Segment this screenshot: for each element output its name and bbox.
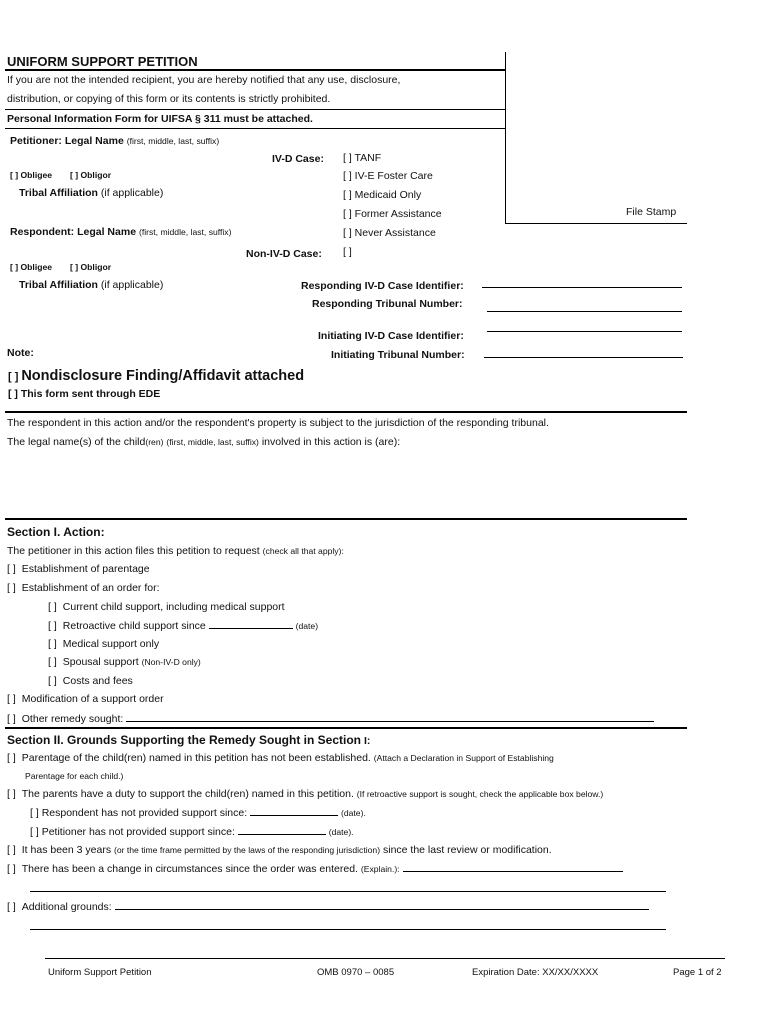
petitioner-label: Petitioner: <box>10 135 62 147</box>
current-support-option[interactable] <box>48 601 285 613</box>
three-years-checkbox[interactable]: [ ] <box>7 844 16 856</box>
order-for-option[interactable] <box>7 582 160 594</box>
nondisclosure-row[interactable] <box>8 368 304 384</box>
other-remedy-option[interactable] <box>7 712 654 725</box>
costs-option[interactable] <box>48 675 133 687</box>
petitioner-not-provided-hint: (date). <box>328 827 354 837</box>
responding-ivd-label: Responding IV-D Case Identifier: <box>301 280 464 292</box>
pii-rule <box>5 128 505 129</box>
section-1-heading: Section I. Action: <box>7 525 105 539</box>
change-circumstances-option[interactable] <box>7 862 623 875</box>
responding-ivd-field[interactable] <box>482 287 682 288</box>
medical-option[interactable] <box>48 638 159 650</box>
pii-notice: Personal Information Form for UIFSA § 311 must be attached. <box>7 113 313 125</box>
petitioner-obligor-checkbox[interactable]: [ ] Obligor <box>70 170 112 180</box>
notice-rule <box>5 109 505 110</box>
grounds-duty-hint: (If retroactive support is sought, check the applicable box below.) <box>356 789 604 799</box>
notice-line-1: If you are not the intended recipient, you are hereby notified that any use, disclosure, <box>7 74 401 86</box>
initiating-ivd-field[interactable] <box>487 331 682 332</box>
change-circumstances-label: There has been a change in circumstances since the order was entered. <box>21 863 358 875</box>
additional-grounds-field-2[interactable] <box>30 929 666 930</box>
petitioner-legal-name: Legal Name <box>64 135 124 147</box>
ivd-medicaid-checkbox[interactable]: [ ] Medicaid Only <box>343 189 422 201</box>
retroactive-label: Retroactive child support since <box>62 620 206 632</box>
section-2-heading-text: Section II. Grounds Supporting the Remedy Sought in Section <box>7 733 362 747</box>
modification-label: Modification of a support order <box>21 693 164 705</box>
section-1-intro-hint: (check all that apply): <box>262 546 344 556</box>
section-1-intro <box>7 545 344 557</box>
grounds-parentage-hint: (Attach a Declaration in Support of Establishing <box>373 753 554 763</box>
footer-rule <box>45 958 725 959</box>
non-ivd-checkbox[interactable]: [ ] <box>343 246 352 258</box>
other-remedy-checkbox[interactable]: [ ] <box>7 713 16 725</box>
costs-checkbox[interactable]: [ ] <box>48 675 57 687</box>
modification-checkbox[interactable]: [ ] <box>7 693 16 705</box>
footer-page-number: Page 1 of 2 <box>673 967 722 978</box>
petitioner-row <box>10 135 219 147</box>
section-1-rule <box>5 727 687 729</box>
respondent-not-provided-label: Respondent has not provided support since: <box>41 807 248 819</box>
ivd-former-assistance-checkbox[interactable]: [ ] Former Assistance <box>343 208 442 220</box>
grounds-parentage-label: Parentage of the child(ren) named in this petition has not been established. <box>21 752 371 764</box>
respondent-label: Respondent: <box>10 226 75 238</box>
three-years-label: It has been 3 years <box>21 844 112 856</box>
other-remedy-field[interactable] <box>126 712 654 722</box>
children-names-row <box>7 436 400 448</box>
note-label: Note: <box>7 347 34 359</box>
title-rule <box>5 69 505 71</box>
footer-form-name: Uniform Support Petition <box>48 967 152 978</box>
change-circumstances-hint: (Explain.): <box>360 864 400 874</box>
respondent-not-provided-checkbox[interactable]: [ ] <box>30 807 39 819</box>
petitioner-tribal-hint: (if applicable) <box>100 187 164 199</box>
children-rule <box>5 518 687 520</box>
three-years-option[interactable] <box>7 844 552 856</box>
children-names-label: The legal name(s) of the child <box>7 436 146 448</box>
ede-checkbox[interactable]: [ ] This form sent through EDE <box>8 388 161 400</box>
nondisclosure-checkbox[interactable]: [ ] <box>8 371 19 383</box>
children-names-ren: (ren) <box>145 437 164 447</box>
ivd-case-label: IV-D Case: <box>272 153 324 165</box>
change-circumstances-checkbox[interactable]: [ ] <box>7 863 16 875</box>
respondent-not-provided-date[interactable] <box>250 806 338 816</box>
three-years-hint: (or the time frame permitted by the laws of the responding jurisdiction) <box>114 845 381 855</box>
section-1-intro-text: The petitioner in this action files this petition to request <box>7 545 260 557</box>
grounds-duty-label: The parents have a duty to support the child(ren) named in this petition. <box>21 788 354 800</box>
initiating-tribunal-label: Initiating Tribunal Number: <box>331 349 465 361</box>
change-circumstances-field-2[interactable] <box>30 891 666 892</box>
spousal-checkbox[interactable]: [ ] <box>48 656 57 668</box>
parentage-checkbox[interactable]: [ ] <box>7 563 16 575</box>
file-stamp-left-border <box>505 52 506 224</box>
footer-omb: OMB 0970 – 0085 <box>317 967 395 978</box>
costs-label: Costs and fees <box>62 675 133 687</box>
section-2-heading <box>7 733 370 747</box>
respondent-row <box>10 226 231 238</box>
additional-grounds-label: Additional grounds: <box>21 901 112 913</box>
respondent-obligee-checkbox[interactable]: [ ] Obligee <box>10 262 53 272</box>
form-title: UNIFORM SUPPORT PETITION <box>7 54 198 69</box>
order-for-checkbox[interactable]: [ ] <box>7 582 16 594</box>
retroactive-date-field[interactable] <box>209 619 293 629</box>
respondent-legal-name: Legal Name <box>77 226 137 238</box>
parentage-option[interactable] <box>7 563 150 575</box>
spousal-option[interactable] <box>48 656 201 668</box>
notice-line-2: distribution, or copying of this form or its contents is strictly prohibited. <box>7 93 331 105</box>
responding-tribunal-label: Responding Tribunal Number: <box>312 298 463 310</box>
current-support-label: Current child support, including medical support <box>62 601 285 613</box>
retroactive-checkbox[interactable]: [ ] <box>48 620 57 632</box>
respondent-tribal-hint: (if applicable) <box>100 279 164 291</box>
file-stamp-bottom-border <box>505 223 687 224</box>
children-names-tail: involved in this action is (are): <box>261 436 401 448</box>
petitioner-legal-name-hint: (first, middle, last, suffix) <box>126 136 220 146</box>
grounds-parentage-option[interactable] <box>7 752 554 764</box>
medical-label: Medical support only <box>62 638 160 650</box>
order-for-label: Establishment of an order for: <box>21 582 160 594</box>
nondisclosure-label: Nondisclosure Finding/Affidavit attached <box>21 368 305 384</box>
additional-grounds-field[interactable] <box>115 900 649 910</box>
respondent-not-provided-hint: (date). <box>341 808 366 818</box>
change-circumstances-field[interactable] <box>403 862 623 872</box>
modification-option[interactable] <box>7 693 164 705</box>
ivd-tanf-checkbox[interactable]: [ ] TANF <box>343 152 382 164</box>
grounds-parentage-checkbox[interactable]: [ ] <box>7 752 16 764</box>
children-names-hint: (first, middle, last, suffix) <box>166 437 259 447</box>
petitioner-tribal-row <box>19 187 163 199</box>
medical-checkbox[interactable]: [ ] <box>48 638 57 650</box>
respondent-tribal-row <box>19 279 163 291</box>
file-stamp-label: File Stamp <box>626 206 677 218</box>
other-remedy-label: Other remedy sought: <box>21 713 124 725</box>
initiating-tribunal-field[interactable] <box>484 357 683 358</box>
petitioner-not-provided-label: Petitioner has not provided support since: <box>41 826 235 838</box>
responding-tribunal-field[interactable] <box>487 311 682 312</box>
spousal-label: Spousal support <box>62 656 139 668</box>
parentage-label: Establishment of parentage <box>21 563 150 575</box>
current-support-checkbox[interactable]: [ ] <box>48 601 57 613</box>
non-ivd-case-label: Non-IV-D Case: <box>246 248 322 260</box>
footer-expiration: Expiration Date: XX/XX/XXXX <box>472 967 599 978</box>
jurisdiction-line-1: The respondent in this action and/or the respondent's property is subject to the jurisdiction of the responding tribunal. <box>7 417 549 429</box>
respondent-tribal-label: Tribal Affiliation <box>19 279 98 291</box>
ivd-never-assistance-checkbox[interactable]: [ ] Never Assistance <box>343 227 436 239</box>
nondisclosure-rule <box>5 411 687 413</box>
spousal-hint: (Non-IV-D only) <box>141 657 201 667</box>
retroactive-date-hint: (date) <box>295 621 319 631</box>
respondent-obligor-checkbox[interactable]: [ ] Obligor <box>70 262 112 272</box>
respondent-legal-name-hint: (first, middle, last, suffix) <box>138 227 232 237</box>
petitioner-tribal-label: Tribal Affiliation <box>19 187 98 199</box>
additional-grounds-option[interactable] <box>7 900 649 913</box>
petitioner-not-provided-date[interactable] <box>238 825 326 835</box>
petitioner-not-provided-option[interactable] <box>30 825 354 838</box>
retroactive-option[interactable] <box>48 619 318 632</box>
petitioner-not-provided-checkbox[interactable]: [ ] <box>30 826 39 838</box>
three-years-tail: since the last review or modification. <box>382 844 552 856</box>
respondent-not-provided-option[interactable] <box>30 806 366 819</box>
petitioner-obligee-checkbox[interactable]: [ ] Obligee <box>10 170 53 180</box>
ivd-foster-care-checkbox[interactable]: [ ] IV-E Foster Care <box>343 170 433 182</box>
grounds-duty-option[interactable] <box>7 788 603 800</box>
additional-grounds-checkbox[interactable]: [ ] <box>7 901 16 913</box>
grounds-duty-checkbox[interactable]: [ ] <box>7 788 16 800</box>
grounds-parentage-hint-2: Parentage for each child.) <box>25 771 124 781</box>
initiating-ivd-label: Initiating IV-D Case Identifier: <box>318 330 464 342</box>
section-2-heading-ref: I: <box>363 735 371 747</box>
